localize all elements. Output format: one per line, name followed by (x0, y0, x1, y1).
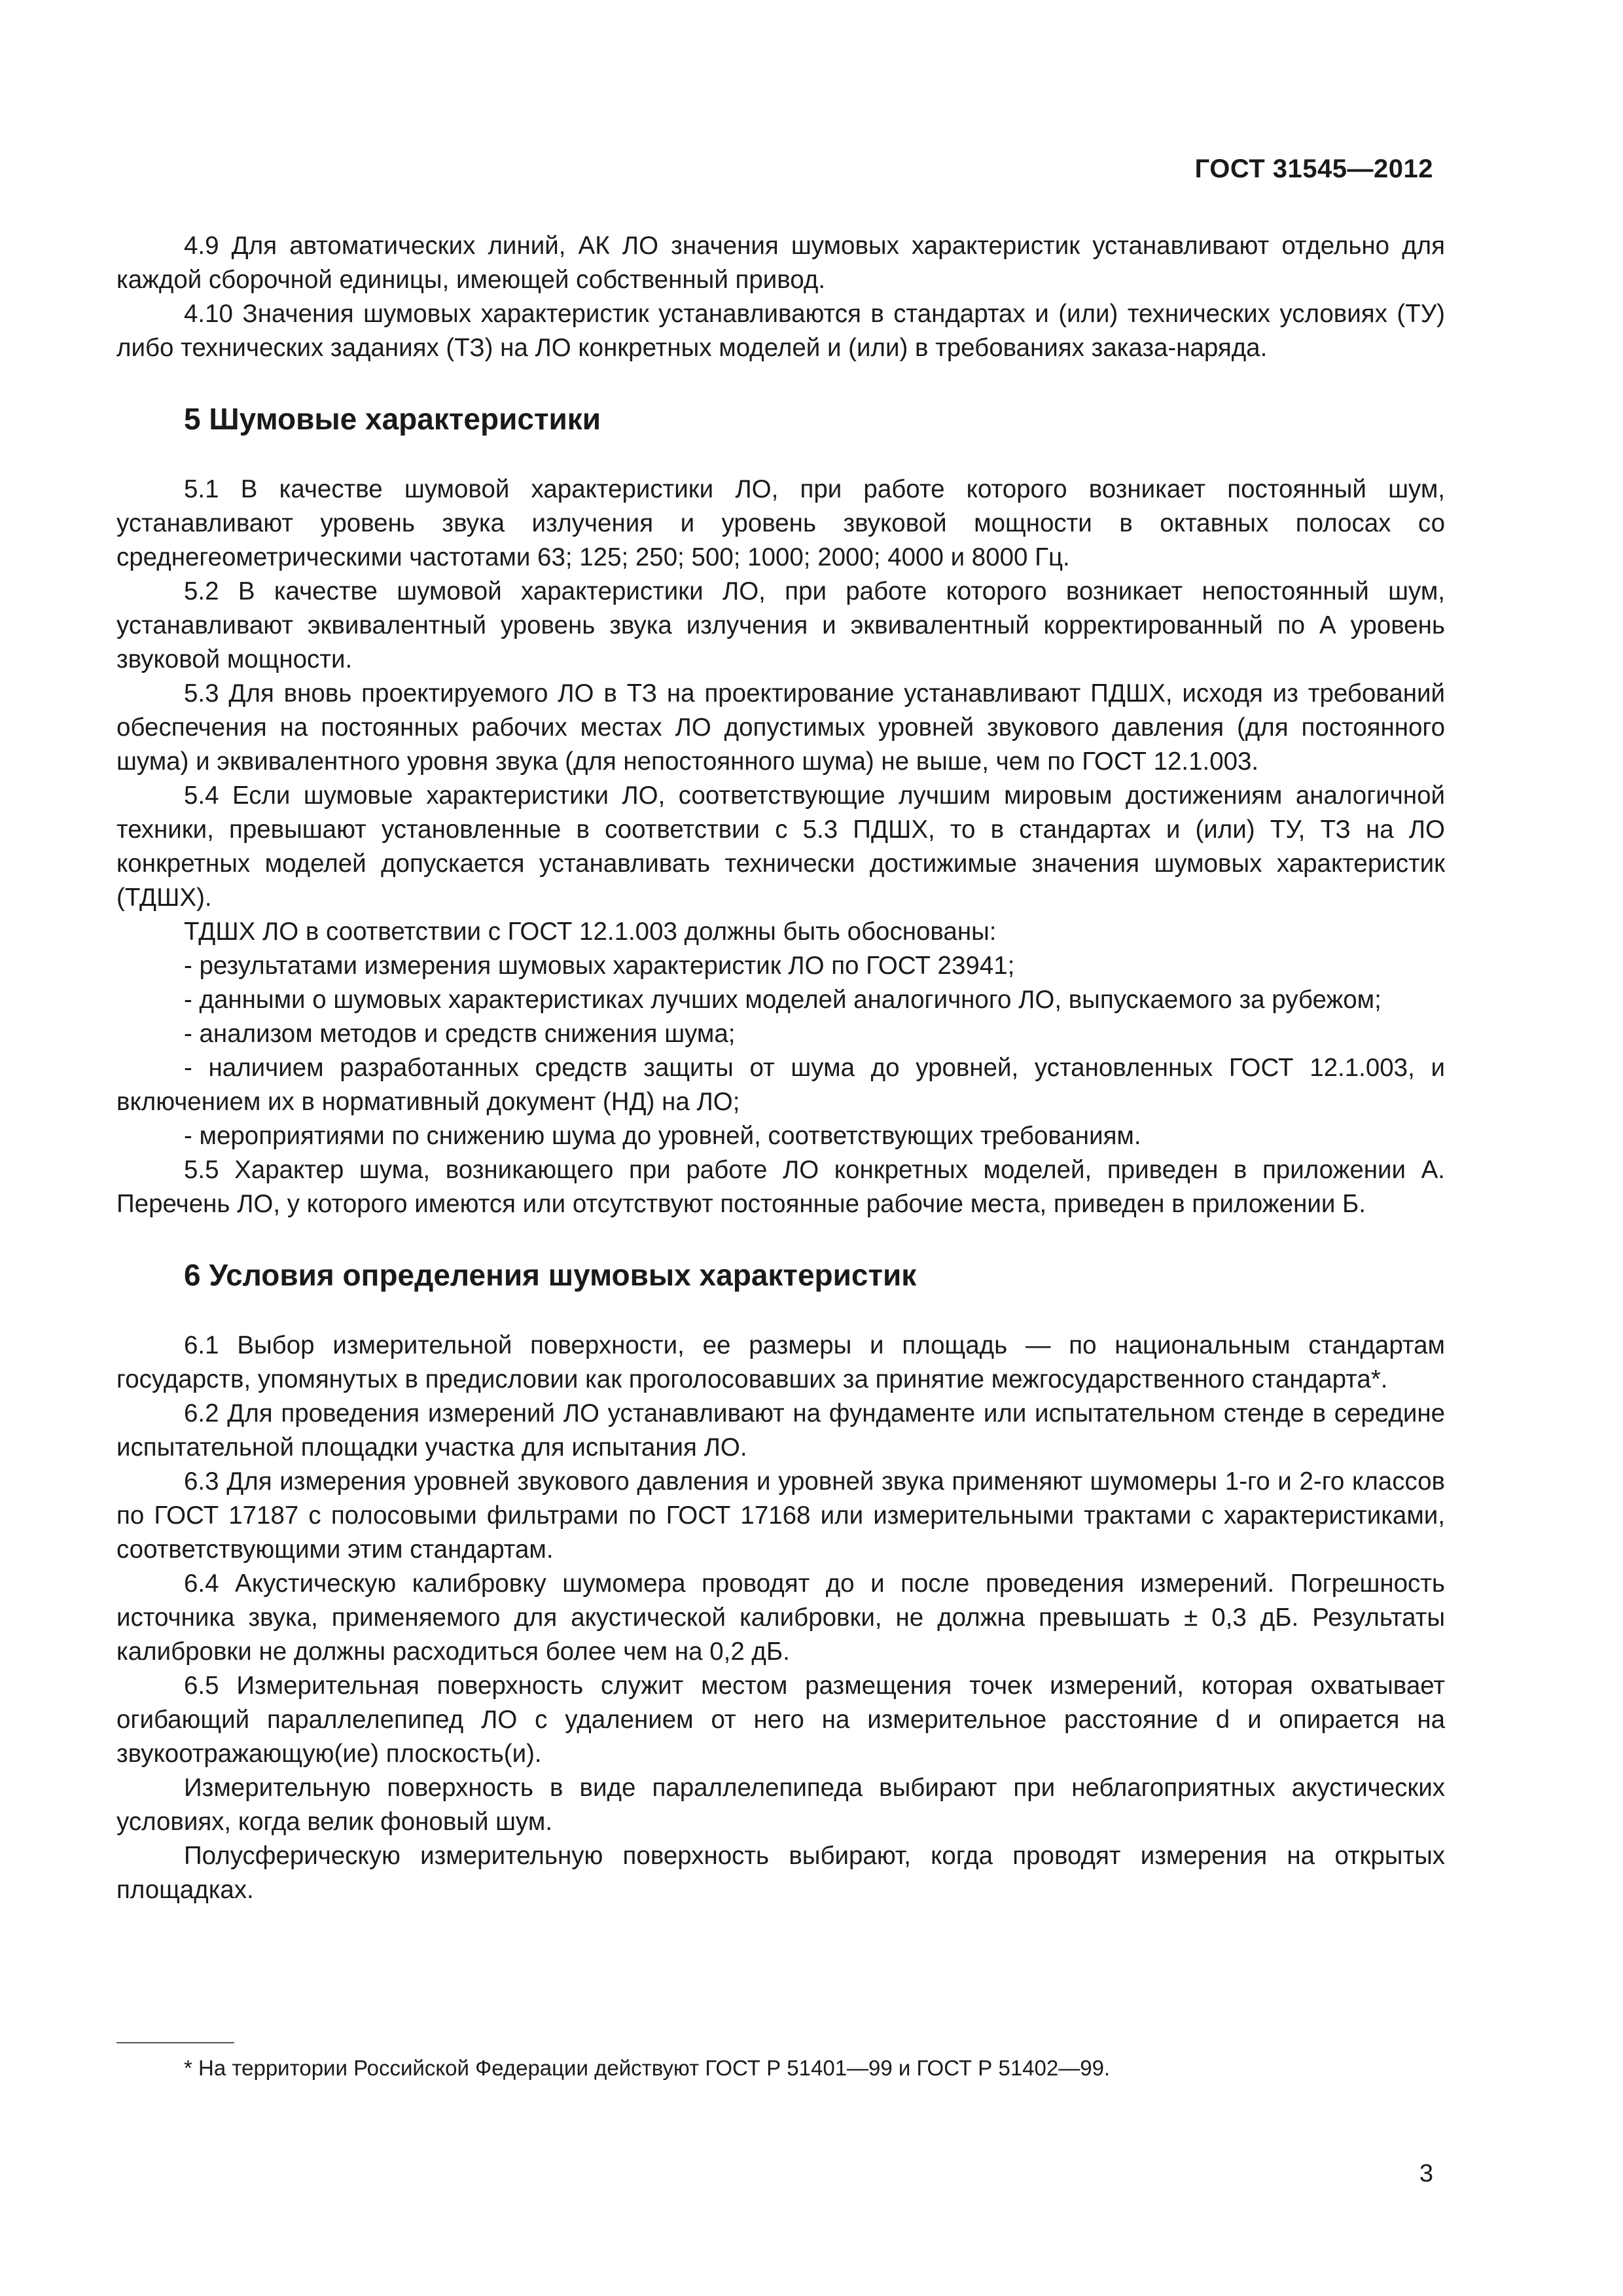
paragraph-tdshx-intro: ТДШХ ЛО в соответствии с ГОСТ 12.1.003 должны быть обоснованы: (184, 918, 997, 946)
section-6-heading: 6 Условия определения шумовых характеристик (184, 1258, 917, 1292)
paragraph-6-5: 6.5 Измерительная поверхность служит местом размещения точек измерений, которая охватывает огибающий параллелепипед ЛО с удалением от него на измерительное расстояние d и опирается на звукоотражающую(ие) плоскость(и). (116, 1672, 1445, 1768)
paragraph-5-5: 5.5 Характер шума, возникающего при работе ЛО конкретных моделей, приведен в приложении А. Перечень ЛО, у которого имеются или отсутствуют постоянные рабочие места, приведен в приложении Б. (116, 1156, 1445, 1218)
list-item: - результатами измерения шумовых характеристик ЛО по ГОСТ 23941; (184, 952, 1015, 980)
section-5-heading: 5 Шумовые характеристики (184, 402, 601, 436)
paragraph-5-1: 5.1 В качестве шумовой характеристики ЛО, при работе которого возникает постоянный шум, устанавливают уровень звука излучения и уровень звуковой мощности в октавных полосах со среднегеометрическими частотами 63; 125; 250; 500; 1000; 2000; 4000 и 8000 Гц. (116, 475, 1445, 571)
paragraph-6-4: 6.4 Акустическую калибровку шумомера проводят до и после проведения измерений. Погрешность источника звука, применяемого для акустической калибровки, не должна превышать ± 0,3 дБ. Результаты калибровки не должны расходиться более чем на 0,2 дБ. (116, 1570, 1445, 1666)
paragraph-6-1: 6.1 Выбор измерительной поверхности, ее размеры и площадь — по национальным стандартам государств, упомянутых в предисловии как проголосовавших за принятие межгосударственного стандарта*. (116, 1331, 1445, 1393)
paragraph-4-9: 4.9 Для автоматических линий, АК ЛО значения шумовых характеристик устанавливают отдельно для каждой сборочной единицы, имеющей собственный привод. (116, 232, 1445, 294)
footnote-divider (116, 2042, 234, 2043)
paragraph-hemisphere: Полусферическую измерительную поверхность выбирают, когда проводят измерения на открытых площадках. (116, 1842, 1445, 1904)
list-item: - наличием разработанных средств защиты от шума до уровней, установленных ГОСТ 12.1.003, и включением их в нормативный документ (НД) на ЛО; (116, 1054, 1445, 1116)
paragraph-5-3: 5.3 Для вновь проектируемого ЛО в ТЗ на проектирование устанавливают ПДШХ, исходя из требований обеспечения на постоянных рабочих местах ЛО допустимых уровней звукового давления (для постоянного шума) и эквивалентного уровня звука (для непостоянного шума) не выше, чем по ГОСТ 12.1.003. (116, 679, 1445, 776)
paragraph-parallelepiped: Измерительную поверхность в виде параллелепипеда выбирают при неблагоприятных акустических условиях, когда велик фоновый шум. (116, 1774, 1445, 1836)
paragraph-6-3: 6.3 Для измерения уровней звукового давления и уровней звука применяют шумомеры 1-го и 2-го классов по ГОСТ 17187 с полосовыми фильтрами по ГОСТ 17168 или измерительными трактами с характеристиками, соответствующими этим стандартам. (116, 1467, 1445, 1564)
list-item: - анализом методов и средств снижения шума; (184, 1020, 736, 1048)
footnote: * На территории Российской Федерации действуют ГОСТ Р 51401—99 и ГОСТ Р 51402—99. (184, 2056, 1111, 2080)
paragraph-6-2: 6.2 Для проведения измерений ЛО устанавливают на фундаменте или испытательном стенде в середине испытательной площадки участка для испытания ЛО. (116, 1399, 1445, 1462)
paragraph-5-2: 5.2 В качестве шумовой характеристики ЛО, при работе которого возникает непостоянный шум, устанавливают эквивалентный уровень звука излучения и эквивалентный корректированный по А уровень звуковой мощности. (116, 577, 1445, 673)
page-body (116, 229, 1445, 1907)
list-item: - данными о шумовых характеристиках лучших моделей аналогичного ЛО, выпускаемого за рубежом; (184, 986, 1382, 1014)
paragraph-4-10: 4.10 Значения шумовых характеристик устанавливаются в стандартах и (или) технических условиях (ТУ) либо технических заданиях (ТЗ) на ЛО конкретных моделей и (или) в требованиях заказа-наряда. (116, 300, 1445, 362)
document-code-header: ГОСТ 31545—2012 (1194, 154, 1433, 183)
list-item: - мероприятиями по снижению шума до уровней, соответствующих требованиям. (184, 1122, 1141, 1150)
page-number: 3 (1419, 2160, 1433, 2187)
paragraph-5-4: 5.4 Если шумовые характеристики ЛО, соответствующие лучшим мировым достижениям аналогичной техники, превышают установленные в соответствии с 5.3 ПДШХ, то в стандартах и (или) ТУ, ТЗ на ЛО конкретных моделей допускается устанавливать технически достижимые значения шумовых характеристик (ТДШХ). (116, 781, 1445, 912)
